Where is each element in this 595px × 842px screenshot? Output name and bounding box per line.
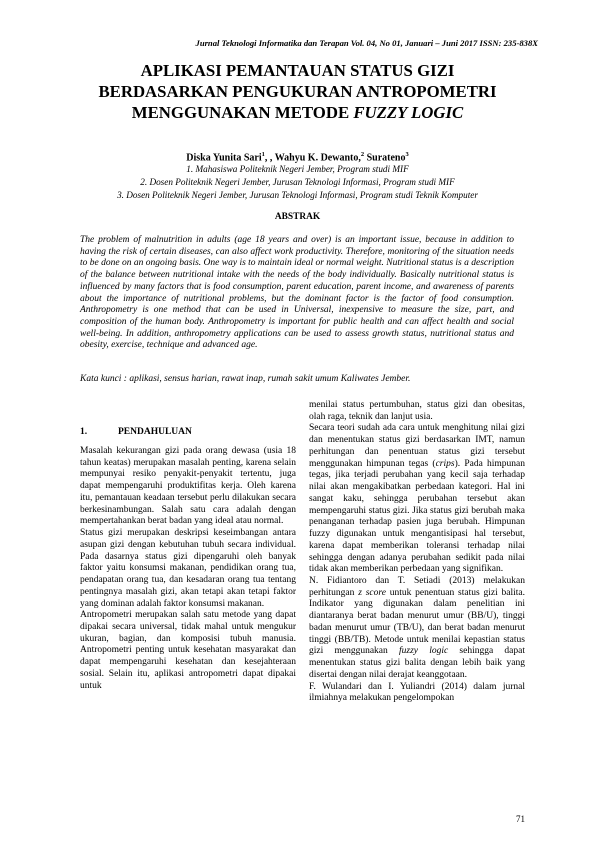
paragraph-text: sehingga dapat menentukan status gizi balita dengan lebih baik yang disertai dengan nilai derajat keanggotaan.	[309, 646, 525, 680]
body-paragraph: Masalah kekurangan gizi pada orang dewasa (usia 18 tahun keatas) merupakan masalah penting, karena selain mempunyai resiko penyakit-penyakit tertentu, juga dapat mempengaruhi produktifitas kerja. Oleh karena itu, pemantauan keadaan tersebut perlu dilakukan secara berkesinambungan. Salah satu cara adalah dengan mempertahankan berat badan yang ideal atau normal.	[80, 446, 296, 527]
paragraph-text: Secara teori sudah ada cara untuk menghitung nilai gizi dan menentukan status gizi berdasarkan IMT, namun perhitungan dan penentuan status gizi tersebut menggunakan himpunan tegas (	[309, 423, 525, 469]
italic-term: z score	[358, 587, 386, 598]
title-line-3	[60, 102, 535, 123]
affiliation-1: 1. Mahasiswa Politeknik Negeri Jember, Program studi MIF	[186, 164, 409, 174]
paragraph-text: ). Pada himpunan tegas, jika terjadi perubahan yang kecil saja terhadap nilai akan mengakibatkan perbedaan kategori. Hal ini sangat kaku, sehingga perubahan tersebut akan mempengaruhi status gizi. Jika status gizi berubah maka penanganan terhadap pasien juga berubah. Himpunan fuzzy digunakan untuk mengantisipasi hal tersebut, karena dapat memberikan toleransi terhadap nilai sehingga dengan adanya perubahan sedikit pada nilai tidak akan memberikan perbedaan yang signifikan.	[309, 458, 525, 575]
body-paragraph	[309, 423, 525, 576]
abstract-text: The problem of malnutrition in adults (age 18 years and over) is an important issue, because in addition to having the risk of certain diseases, can also affect work productivity. Therefore, monitoring of the situation needs to be done on an ongoing basis. One way is to maintain ideal or normal weight. Nutritional status is a description of the balance between nutritional intake with the needs of the body individually. Basically nutritional status is influenced by many factors that is food consumption, parent education, parent income, and awareness of parents about the importance of nutritional problems, but the dominant factor is the factor of food consumption. Anthropometry is one method that can be used in Universal, inexpensive to measure the size, part, and composition of the human body. Anthropometry is important for public health and can affect health and social well-being. In addition, anthropometry applications can be used to assess growth status, nutritional status and obesity, exercise, technique and advanced age.	[80, 235, 514, 351]
paragraph-text: N. Fidiantoro dan T. Setiadi (2013) melakukan perhitungan	[309, 576, 525, 598]
author-3: Surateno	[364, 152, 406, 164]
affiliation-3: 3. Dosen Politeknik Negeri Jember, Jurusan Teknologi Informasi, Program studi Teknik Komputer	[117, 190, 478, 200]
right-column	[309, 400, 525, 705]
paragraph-text: untuk penentuan status gizi balita. Indikator yang digunakan dalam penelitian ini diantaranya berat badan menurut umur (BB/U), tinggi badan menurut umur (TB/U), dan berat badan menurut tinggi (BB/TB). Metode untuk menilai kepastian status gizi menggunakan	[309, 587, 525, 657]
author-2-affiliation-mark: 2	[360, 151, 365, 158]
body-paragraph: menilai status pertumbuhan, status gizi dan obesitas, olah raga, teknik dan lanjut usia.	[309, 400, 525, 422]
journal-header: Jurnal Teknologi Informatika dan Terapan Vol. 04, No 01, Januari – Juni 2017 ISSN: 235-838X	[195, 38, 538, 48]
keywords: Kata kunci : aplikasi, sensus harian, rawat inap, rumah sakit umum Kaliwates Jember.	[80, 374, 411, 384]
italic-term: fuzzy logic	[398, 646, 449, 657]
body-paragraph: F. Wulandari dan I. Yuliandri (2014) dalam jurnal ilmiahnya melakukan pengelompokan	[309, 681, 525, 704]
abstract-heading: ABSTRAK	[274, 212, 321, 222]
section-heading-introduction	[80, 427, 192, 437]
title-line-3-prefix: MENGGUNAKAN METODE	[131, 103, 354, 122]
affiliation-2: 2. Dosen Politeknik Negeri Jember, Jurusan Teknologi Informasi, Program studi MIF	[140, 177, 455, 187]
page-number: 71	[516, 814, 525, 824]
paper-title	[60, 60, 535, 123]
author-list	[60, 151, 535, 163]
body-paragraph	[309, 576, 525, 682]
author-separator: , ,	[264, 152, 275, 164]
author-3-affiliation-mark: 3	[405, 151, 409, 158]
section-title: PENDAHULUAN	[118, 427, 192, 437]
title-line-2: BERDASARKAN PENGUKURAN ANTROPOMETRI	[98, 82, 497, 101]
body-paragraph: Status gizi merupakan deskripsi keseimbangan antara asupan gizi dengan kebutuhan tubuh secara individual. Pada dasarnya status gizi dipengaruhi oleh banyak faktor yaitu konsumsi makanan, pendidikan orang tua, pendapatan orang tua, dan kesadaran orang tua tentang pentingnya masalah gizi, akan tetapi akan tetapi faktor yang dominan adalah faktor konsumsi makanan.	[80, 528, 296, 609]
author-1: Diska Yunita Sari	[186, 152, 262, 164]
author-2: Wahyu K. Dewanto,	[274, 152, 361, 164]
left-column	[80, 446, 296, 692]
section-number: 1.	[80, 427, 88, 437]
author-1-affiliation-mark: 1	[261, 151, 265, 158]
title-line-3-italic: FUZZY LOGIC	[353, 103, 464, 122]
italic-term: crips	[435, 458, 455, 469]
title-line-1: APLIKASI PEMANTAUAN STATUS GIZI	[140, 61, 455, 80]
body-paragraph: Antropometri merupakan salah satu metode yang dapat dipakai secara universal, tidak mahal untuk mengukur ukuran, bagian, dan komposisi tubuh manusia. Antropometri penting untuk kesehatan masyarakat dan dapat mempengaruhi kesehatan dan kesejahteraan sosial. Selain itu, aplikasi antropometri dapat dipakai untuk	[80, 610, 296, 691]
affiliation-list	[60, 163, 535, 202]
